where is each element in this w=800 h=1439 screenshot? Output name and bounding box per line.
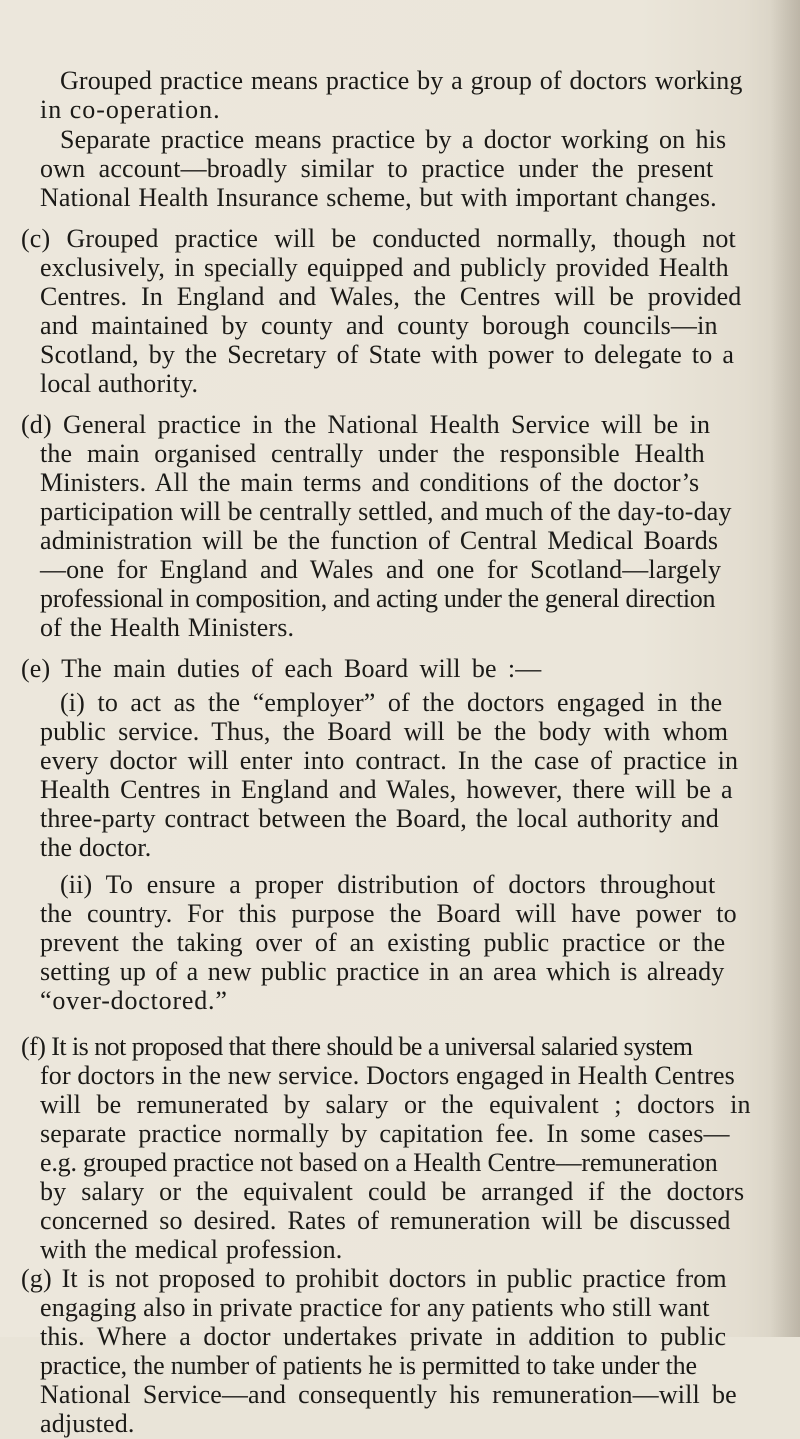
- text-line: prevent the taking over of an existing public practice or the: [40, 928, 726, 957]
- text-line: every doctor will enter into contract. In the case of practice in: [40, 746, 739, 775]
- text-line: (i) to act as the “employer” of the doctors engaged in the: [60, 688, 723, 717]
- text-line: (ii) To ensure a proper distribution of doctors throughout: [60, 870, 716, 899]
- text-line: setting up of a new public practice in an area which is already: [40, 957, 725, 986]
- text-line: Grouped practice means practice by a group of doctors working: [60, 66, 743, 95]
- text-line: Centres. In England and Wales, the Centres will be provided: [40, 282, 742, 311]
- text-line: the main organised centrally under the responsible Health: [40, 439, 705, 468]
- text-line: by salary or the equivalent could be arranged if the doctors: [40, 1177, 745, 1206]
- text-line: (f) It is not proposed that there should be a universal salaried system: [21, 1032, 693, 1061]
- text-line: (d) General practice in the National Health Service will be in: [21, 410, 711, 439]
- text-line: the doctor.: [40, 833, 152, 862]
- text-line: public service. Thus, the Board will be the body with whom: [40, 717, 729, 746]
- text-line: National Health Insurance scheme, but with important changes.: [40, 183, 717, 212]
- text-line: Separate practice means practice by a doctor working on his: [60, 125, 727, 154]
- text-line: and maintained by county and county borough councils—in: [40, 311, 718, 340]
- text-line: Scotland, by the Secretary of State with power to delegate to a: [40, 340, 735, 369]
- text-line: of the Health Ministers.: [40, 613, 295, 642]
- text-line: the country. For this purpose the Board will have power to: [40, 899, 737, 928]
- text-line: will be remunerated by salary or the equivalent ; doctors in: [40, 1090, 751, 1119]
- text-line: professional in composition, and acting under the general direction: [40, 584, 716, 613]
- text-line: practice, the number of patients he is permitted to take under the: [40, 1351, 697, 1380]
- text-line: for doctors in the new service. Doctors engaged in Health Centres: [40, 1061, 735, 1090]
- text-line: Health Centres in England and Wales, however, there will be a: [40, 775, 733, 804]
- text-line: local authority.: [40, 369, 199, 398]
- text-line: exclusively, in specially equipped and publicly provided Health: [40, 253, 729, 282]
- text-line: (e) The main duties of each Board will be :—: [21, 654, 542, 683]
- text-line: administration will be the function of Central Medical Boards: [40, 526, 719, 555]
- text-line: National Service—and consequently his remuneration—will be: [40, 1380, 737, 1409]
- text-line: (g) It is not proposed to prohibit doctors in public practice from: [21, 1264, 727, 1293]
- text-line: in co-operation.: [40, 95, 221, 124]
- text-line: three-party contract between the Board, the local authority and: [40, 804, 719, 833]
- text-line: “over-doctored.”: [40, 986, 228, 1015]
- text-line: this. Where a doctor undertakes private in addition to public: [40, 1322, 727, 1351]
- text-line: separate practice normally by capitation fee. In some cases—: [40, 1119, 730, 1148]
- text-line: Ministers. All the main terms and conditions of the doctor’s: [40, 468, 700, 497]
- text-line: participation will be centrally settled, and much of the day-to-day: [40, 497, 732, 526]
- text-line: concerned so desired. Rates of remuneration will be discussed: [40, 1206, 731, 1235]
- text-line: with the medical profession.: [40, 1235, 343, 1264]
- text-line: adjusted.: [40, 1409, 135, 1438]
- text-line: engaging also in private practice for any patients who still want: [40, 1293, 710, 1322]
- text-line: —one for England and Wales and one for Scotland—largely: [40, 555, 722, 584]
- text-line: (c) Grouped practice will be conducted normally, though not: [21, 224, 736, 253]
- text-line: own account—broadly similar to practice under the present: [40, 154, 714, 183]
- text-line: e.g. grouped practice not based on a Health Centre—remuneration: [40, 1148, 718, 1177]
